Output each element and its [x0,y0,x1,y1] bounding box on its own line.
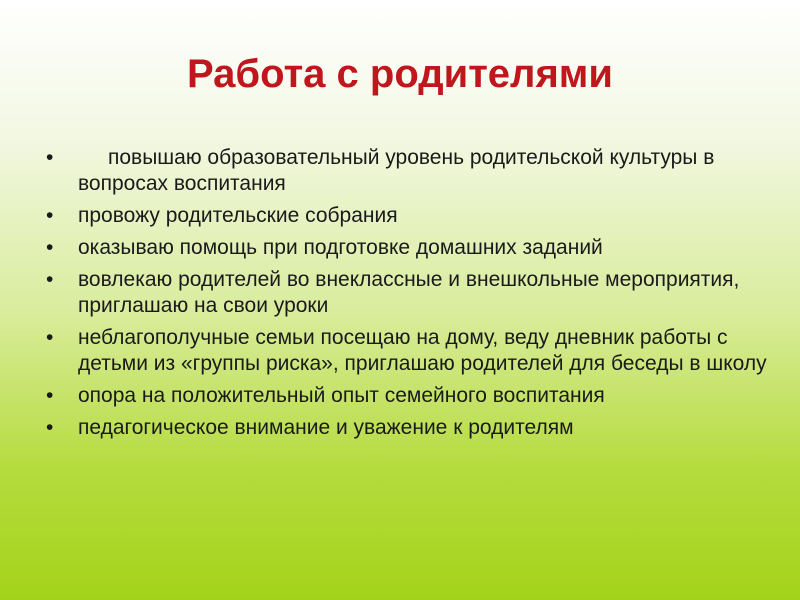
bullet-item [40,325,780,377]
bullet-marker: • [46,236,54,259]
bullet-text: провожу родительские собрания [78,204,398,227]
bullet-list [40,145,780,447]
bullet-marker: • [46,204,54,227]
bullet-item [40,267,780,319]
bullet-text: неблагополучные семьи посещаю на дому, веду дневник работы с детьми из «группы риска», приглашаю родителей для беседы в школу [78,326,767,375]
bullet-item [40,145,780,197]
bullet-marker: • [46,146,54,169]
bullet-marker: • [46,416,54,439]
bullet-item [40,203,780,229]
slide-title: Работа с родителями [187,52,613,96]
bullet-text: оказываю помощь при подготовке домашних заданий [78,236,603,259]
bullet-item [40,235,780,261]
bullet-text: педагогическое внимание и уважение к родителям [78,416,574,439]
bullet-item [40,383,780,409]
bullet-text: опора на положительный опыт семейного воспитания [78,384,605,407]
bullet-marker: • [46,268,54,291]
bullet-text: вовлекаю родителей во внеклассные и внешкольные мероприятия, приглашаю на свои уроки [78,268,740,317]
bullet-text: повышаю образовательный уровень родительской культуры в вопросах воспитания [78,146,715,195]
bullet-marker: • [46,326,54,349]
bullet-item [40,415,780,441]
bullet-marker: • [46,384,54,407]
